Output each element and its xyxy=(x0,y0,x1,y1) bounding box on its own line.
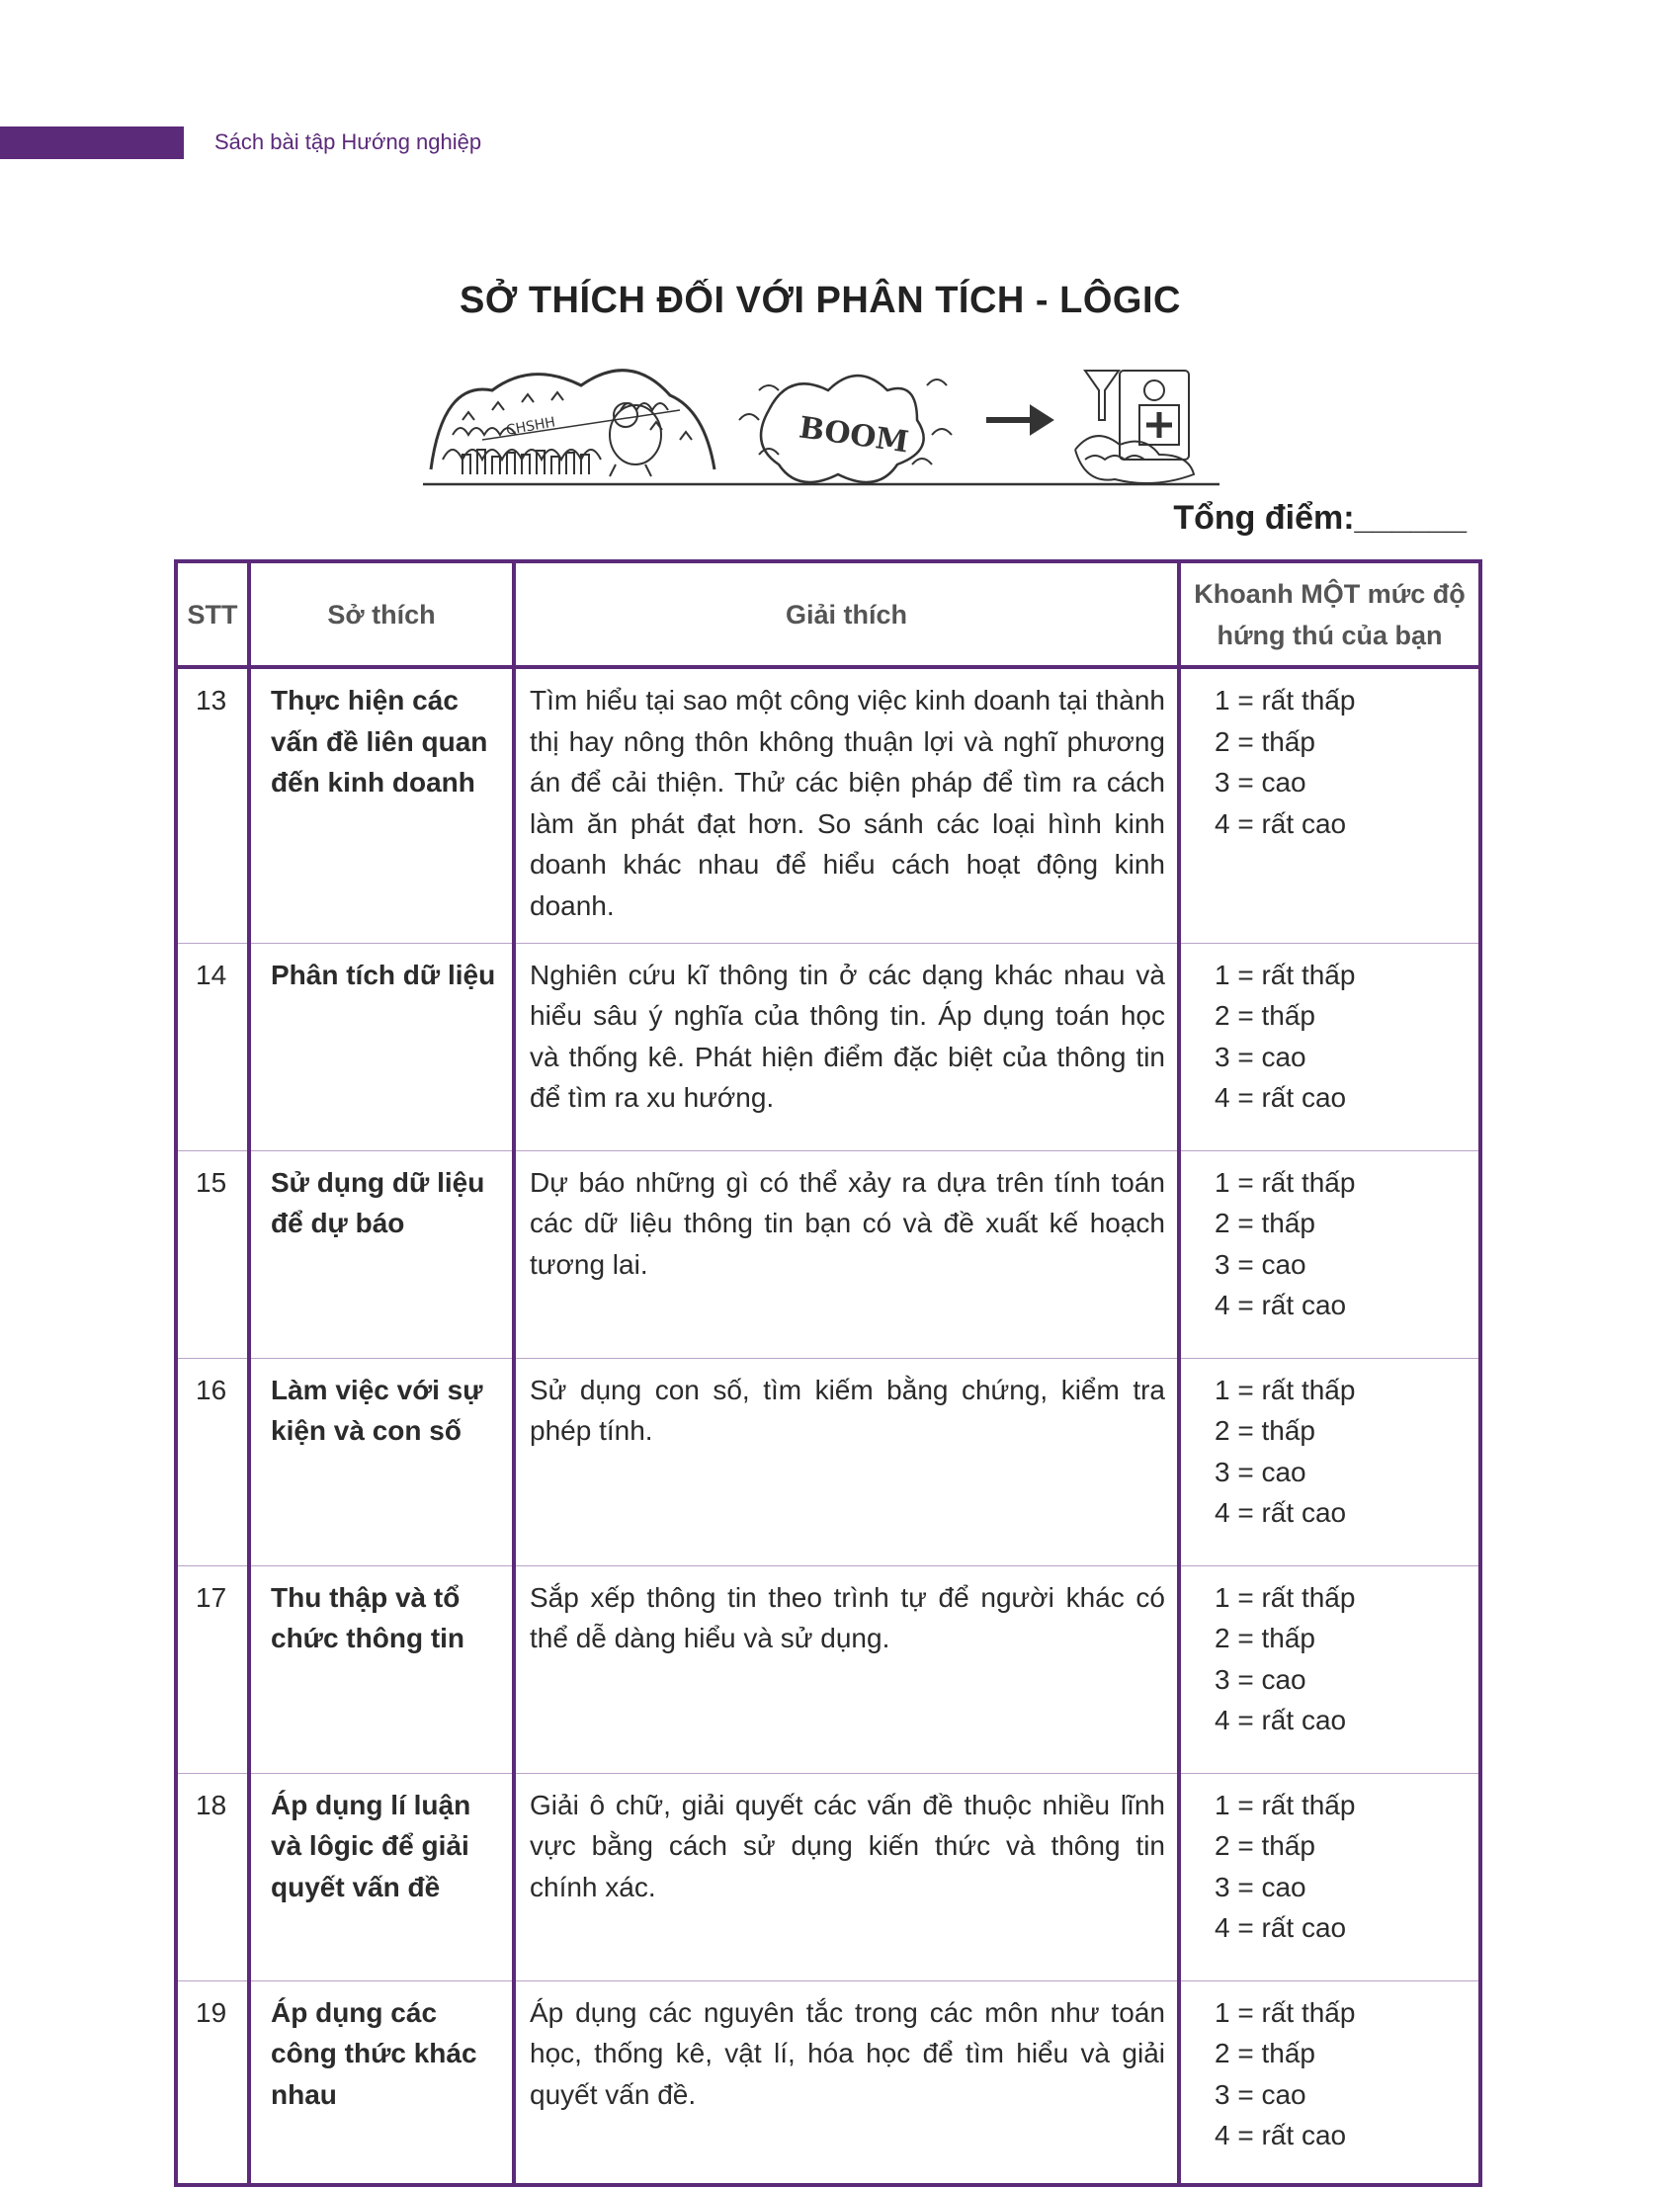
rating-option-1[interactable]: 1 = rất thấp xyxy=(1215,1166,1356,1198)
rating-option-1[interactable]: 1 = rất thấp xyxy=(1215,1789,1356,1820)
table-row xyxy=(176,1773,1480,1980)
rating-option-3[interactable]: 3 = cao xyxy=(1215,767,1306,799)
row-no: 15 xyxy=(176,1150,249,1358)
rating-option-3[interactable]: 3 = cao xyxy=(1215,1663,1306,1695)
rating-options xyxy=(1179,1565,1480,1773)
header-no: STT xyxy=(176,561,249,667)
table-row xyxy=(176,943,1480,1150)
rating-options xyxy=(1179,1980,1480,2185)
rating-options xyxy=(1179,1358,1480,1565)
rating-option-4[interactable]: 4 = rất cao xyxy=(1215,2120,1347,2151)
rating-options xyxy=(1179,943,1480,1150)
rating-option-2[interactable]: 2 = thấp xyxy=(1215,1415,1315,1447)
boom-text: BOOM xyxy=(797,410,911,461)
row-interest: Làm việc với sự kiện và con số xyxy=(249,1358,514,1565)
row-interest: Áp dụng các công thức khác nhau xyxy=(249,1980,514,2185)
rating-option-4[interactable]: 4 = rất cao xyxy=(1215,1497,1347,1529)
rating-option-2[interactable]: 2 = thấp xyxy=(1215,1000,1315,1032)
rating-option-2[interactable]: 2 = thấp xyxy=(1215,1623,1315,1654)
row-interest: Áp dụng lí luận và lôgic để giải quyết vấn đề xyxy=(249,1773,514,1980)
table-row xyxy=(176,1980,1480,2185)
rating-option-2[interactable]: 2 = thấp xyxy=(1215,1830,1315,1862)
row-explanation: Dự báo những gì có thể xảy ra dựa trên tính toán các dữ liệu thông tin bạn có và đề xuất kế hoạch tương lai. xyxy=(514,1150,1179,1358)
row-interest: Thực hiện các vấn đề liên quan đến kinh doanh xyxy=(249,667,514,943)
rating-option-1[interactable]: 1 = rất thấp xyxy=(1215,1374,1356,1405)
rating-option-4[interactable]: 4 = rất cao xyxy=(1215,1912,1347,1944)
interest-survey-table xyxy=(174,559,1482,2187)
rating-option-3[interactable]: 3 = cao xyxy=(1215,1248,1306,1280)
rating-options xyxy=(1179,1150,1480,1358)
rating-option-1[interactable]: 1 = rất thấp xyxy=(1215,959,1356,990)
header-accent-bar xyxy=(0,126,184,159)
rating-options xyxy=(1179,1773,1480,1980)
rating-option-4[interactable]: 4 = rất cao xyxy=(1215,807,1347,839)
row-explanation: Áp dụng các nguyên tắc trong các môn như toán học, thống kê, vật lí, hóa học để tìm hiểu và giải quyết vấn đề. xyxy=(514,1980,1179,2185)
row-no: 18 xyxy=(176,1773,249,1980)
rating-option-1[interactable]: 1 = rất thấp xyxy=(1215,685,1356,715)
table-row xyxy=(176,1150,1480,1358)
total-score-field[interactable]: Tổng điểm:______ xyxy=(1173,499,1467,537)
rating-option-1[interactable]: 1 = rất thấp xyxy=(1215,1581,1356,1613)
rating-option-4[interactable]: 4 = rất cao xyxy=(1215,1082,1347,1114)
rating-option-2[interactable]: 2 = thấp xyxy=(1215,2038,1315,2069)
table-row xyxy=(176,1358,1480,1565)
rating-options xyxy=(1179,667,1480,943)
header-rating xyxy=(1179,561,1480,667)
table-header-row xyxy=(176,561,1480,667)
row-no: 14 xyxy=(176,943,249,1150)
row-interest: Thu thập và tổ chức thông tin xyxy=(249,1565,514,1773)
row-explanation: Giải ô chữ, giải quyết các vấn đề thuộc nhiều lĩnh vực bằng cách sử dụng kiến thức và thông tin chính xác. xyxy=(514,1773,1179,1980)
rating-option-1[interactable]: 1 = rất thấp xyxy=(1215,1996,1356,2028)
rating-option-2[interactable]: 2 = thấp xyxy=(1215,1208,1315,1239)
rating-option-3[interactable]: 3 = cao xyxy=(1215,1456,1306,1487)
row-no: 17 xyxy=(176,1565,249,1773)
header-rating-line2: hứng thú của bạn xyxy=(1217,620,1443,650)
row-explanation: Sắp xếp thông tin theo trình tự để người khác có thể dễ dàng hiểu và sử dụng. xyxy=(514,1565,1179,1773)
sign-text: CHSHH xyxy=(504,414,557,439)
row-interest: Phân tích dữ liệu xyxy=(249,943,514,1150)
page-title: SỞ THÍCH ĐỐI VỚI PHÂN TÍCH - LÔGIC xyxy=(460,280,1181,321)
table-row xyxy=(176,1565,1480,1773)
header-rating-line1: Khoanh MỘT mức độ xyxy=(1194,578,1466,609)
rating-option-4[interactable]: 4 = rất cao xyxy=(1215,1705,1347,1736)
header-interest: Sở thích xyxy=(249,561,514,667)
book-title: Sách bài tập Hướng nghiệp xyxy=(214,129,482,154)
row-no: 16 xyxy=(176,1358,249,1565)
row-explanation: Sử dụng con số, tìm kiếm bằng chứng, kiểm tra phép tính. xyxy=(514,1358,1179,1565)
rating-option-3[interactable]: 3 = cao xyxy=(1215,1041,1306,1072)
header-explanation: Giải thích xyxy=(514,561,1179,667)
row-no: 19 xyxy=(176,1980,249,2185)
row-interest: Sử dụng dữ liệu để dự báo xyxy=(249,1150,514,1358)
row-explanation: Nghiên cứu kĩ thông tin ở các dạng khác nhau và hiểu sâu ý nghĩa của thông tin. Áp dụng toán học và thống kê. Phát hiện điểm đặc biệt của thông tin để tìm ra xu hướng. xyxy=(514,943,1179,1150)
rating-option-3[interactable]: 3 = cao xyxy=(1215,2078,1306,2110)
reaction-chain-illustration xyxy=(423,341,1219,487)
row-explanation: Tìm hiểu tại sao một công việc kinh doanh tại thành thị hay nông thôn không thuận lợi và nghĩ phương án để cải thiện. Thử các biện pháp để tìm ra cách làm ăn phát đạt hơn. So sánh các loại hình kinh doanh khác nhau để hiểu cách hoạt động kinh doanh. xyxy=(514,667,1179,943)
rating-option-3[interactable]: 3 = cao xyxy=(1215,1871,1306,1902)
rating-option-2[interactable]: 2 = thấp xyxy=(1215,725,1315,757)
row-no: 13 xyxy=(176,667,249,943)
rating-option-4[interactable]: 4 = rất cao xyxy=(1215,1290,1347,1321)
table-row xyxy=(176,667,1480,943)
